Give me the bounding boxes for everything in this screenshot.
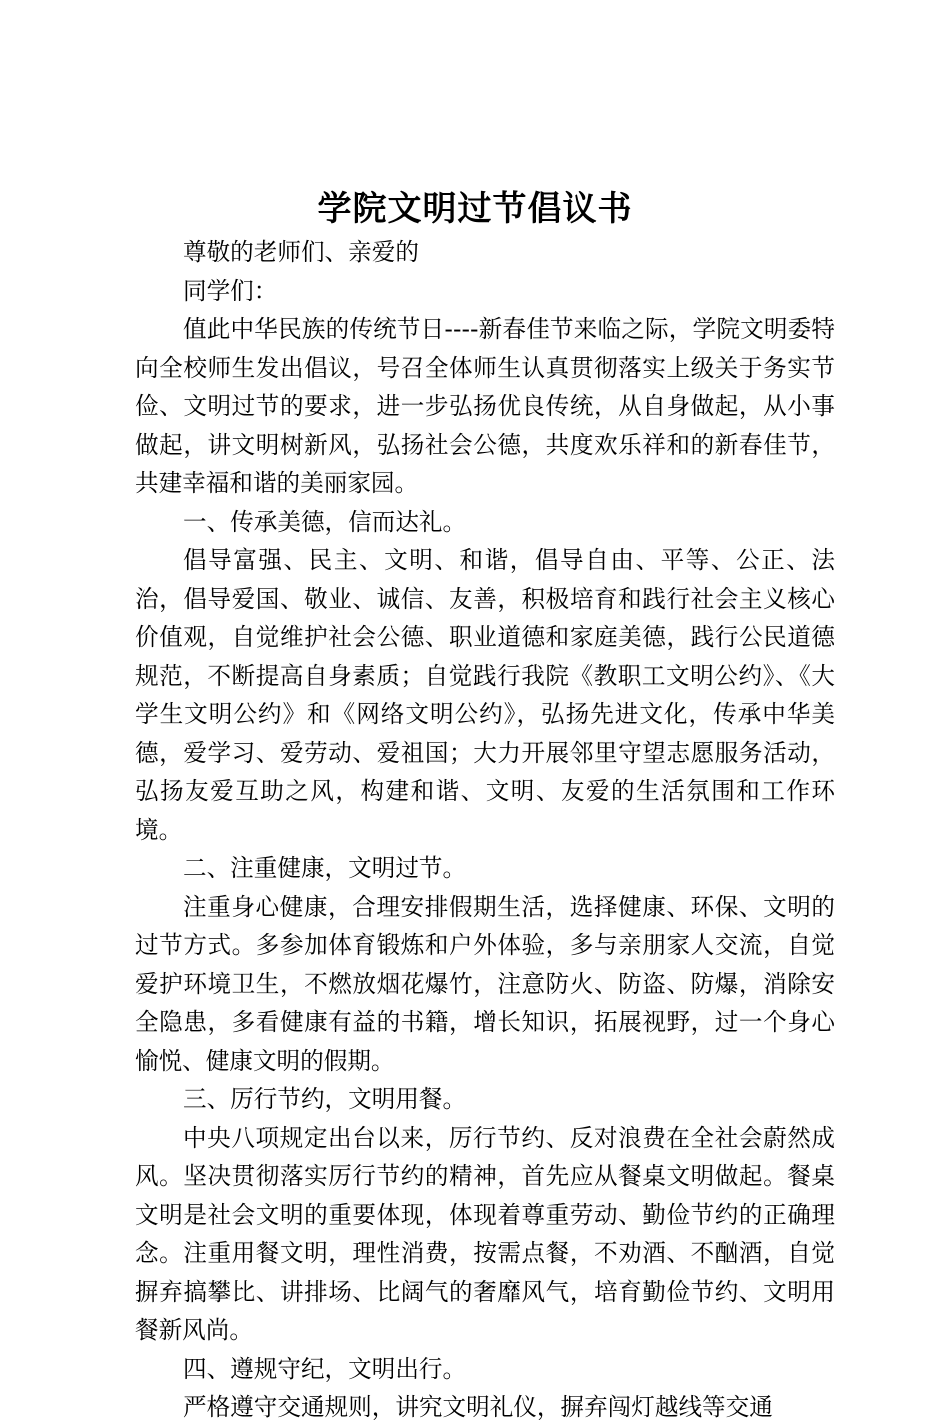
section-1-body: 倡导富强、民主、文明、和谐，倡导自由、平等、公正、法治，倡导爱国、敬业、诚信、友善，积极培育和践行社会主义核心价值观，自觉维护社会公德、职业道德和家庭美德，践行公民道德规范，不断提高自身素质；自觉践行我院《教职工文明公约》、《大学生文明公约》和《网络文明公约》，弘扬先进文化，传承中华美德，爱学习、爱劳动、爱祖国；大力开展邻里守望志愿服务活动，弘扬友爱互助之风，构建和谐、文明、友爱的生活氛围和工作环境。	[135, 546, 835, 844]
section-2-heading: 二、注重健康，文明过节。	[183, 854, 467, 882]
section-4-heading: 四、遵规守纪，文明出行。	[183, 1354, 467, 1383]
greeting-line-2: 同学们：	[183, 276, 278, 305]
greeting-line-1: 尊敬的老师们、亲爱的	[183, 238, 419, 266]
section-3-heading: 三、厉行节约，文明用餐。	[183, 1085, 467, 1113]
section-2-body: 注重身心健康，合理安排假期生活，选择健康、环保、文明的过节方式。多参加体育锻炼和户外体验，多与亲朋家人交流，自觉爱护环境卫生，不燃放烟花爆竹，注意防火、防盗、防爆，消除安全隐患，多看健康有益的书籍，增长知识，拓展视野，过一个身心愉悦、健康文明的假期。	[135, 892, 835, 1075]
section-3-body: 中央八项规定出台以来，厉行节约、反对浪费在全社会蔚然成风。坚决贯彻落实厉行节约的精神，首先应从餐桌文明做起。餐桌文明是社会文明的重要体现，体现着尊重劳动、勤俭节约的正确理念。注重用餐文明，理性消费，按需点餐，不劝酒、不酗酒，自觉摒弃搞攀比、讲排场、比阔气的奢靡风气，培育勤俭节约、文明用餐新风尚。	[135, 1123, 835, 1344]
document-title: 学院文明过节倡议书	[317, 189, 633, 229]
intro-paragraph: 值此中华民族的传统节日----新春佳节来临之际，学院文明委特向全校师生发出倡议，号召全体师生认真贯彻落实上级关于务实节俭、文明过节的要求，进一步弘扬优良传统，从自身做起，从小事做起，讲文明树新风，弘扬社会公德，共度欢乐祥和的新春佳节，共建幸福和谐的美丽家园。	[135, 315, 835, 497]
document-body	[135, 233, 835, 1427]
section-4-body: 严格遵守交通规则，讲究文明礼仪，摒弃闯灯越线等交通	[183, 1393, 773, 1421]
section-1-heading: 一、传承美德，信而达礼。	[183, 507, 467, 536]
